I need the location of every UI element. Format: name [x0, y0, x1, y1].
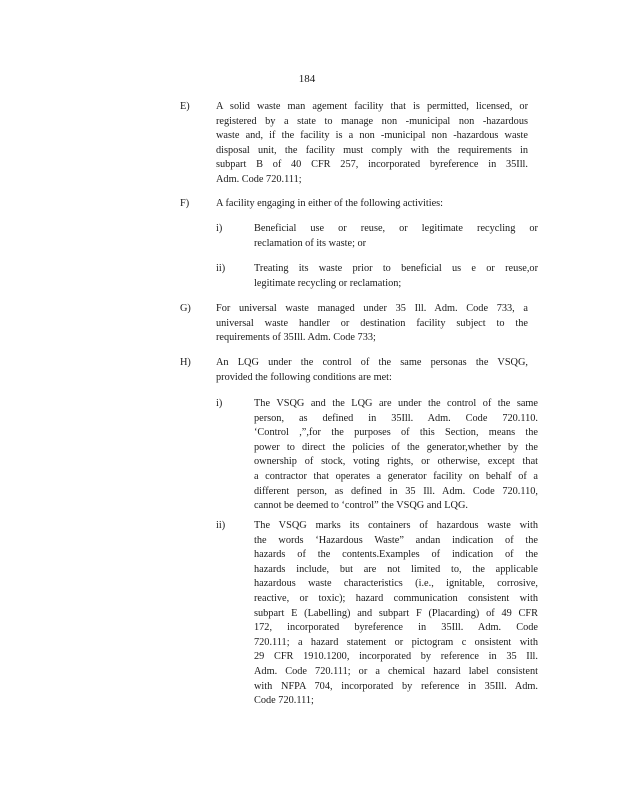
text-line: Code 720.111;	[254, 695, 314, 707]
text-line: Beneficial use or reuse, or legitimate recycling or	[254, 223, 538, 234]
text-line: universal waste handler or destination facility subject to the	[216, 317, 528, 329]
item-text	[216, 356, 528, 385]
item-label: G)	[180, 303, 191, 314]
item-label: E)	[180, 101, 190, 112]
text-line: 29 CFR 1910.1200, incorporated by reference in 35 Ill.	[254, 651, 538, 663]
item-text	[216, 197, 528, 212]
item-label: F)	[180, 198, 190, 209]
text-line: requirements of 35Ill. Adm. Code 733;	[216, 332, 376, 344]
text-line: The VSQG and the LQG are under the control of the same	[254, 398, 538, 409]
text-line: ownership of stock, voting rights, or otherwise, except that	[254, 456, 538, 468]
text-line: disposal unit, the facility must comply with the requirements in	[216, 144, 528, 156]
text-line: The VSQG marks its containers of hazardous waste with	[254, 520, 538, 531]
item-text	[216, 100, 528, 188]
item-label: i)	[216, 398, 223, 409]
text-line: waste and, if the facility is a non -municipal non -hazardous waste	[216, 130, 528, 142]
text-line: 172, incorporated byreference in 35Ill. Adm. Code	[254, 622, 538, 634]
text-line: with NFPA 704, incorporated by reference in 35Ill. Adm.	[254, 680, 538, 692]
text-line: provided the following conditions are met:	[216, 371, 392, 383]
text-line: hazards of the contents.Examples of indication of the	[254, 549, 538, 561]
item-label: ii)	[216, 520, 226, 531]
text-line: the words ‘Hazardous Waste” andan indication of the	[254, 534, 538, 546]
text-line: Adm. Code 720.111; or a chemical hazard label consistent	[254, 665, 538, 677]
item-label: ii)	[216, 263, 226, 274]
text-line: subpart B of 40 CFR 257, incorporated byreference in 35Ill.	[216, 159, 528, 171]
text-line: legitimate recycling or reclamation;	[254, 277, 402, 289]
text-line: An LQG under the control of the same personas the VSQG,	[216, 357, 528, 368]
text-line: reclamation of its waste; or	[254, 237, 367, 249]
text-line: For universal waste managed under 35 Ill. Adm. Code 733, a	[216, 303, 528, 314]
text-line: Treating its waste prior to beneficial us e or reuse,or	[254, 263, 538, 274]
text-line: reactive, or toxic); hazard communication consistent with	[254, 592, 538, 604]
text-line: ‘Control ,”,for the purposes of this Section, means the	[254, 427, 538, 439]
text-line: Adm. Code 720.111;	[216, 173, 302, 185]
item-text	[254, 262, 538, 291]
text-line: A facility engaging in either of the following activities:	[216, 198, 444, 209]
item-label: H)	[180, 357, 191, 368]
text-line: hazards include, but are not limited to, the applicable	[254, 563, 538, 575]
text-line: different person, as defined in 35 Ill. Adm. Code 720.110,	[254, 485, 538, 497]
item-text	[254, 519, 538, 709]
item-text	[216, 302, 528, 346]
text-line: cannot be deemed to ‘control” the VSQG and LQG.	[254, 500, 468, 512]
item-text	[254, 222, 538, 251]
text-line: A solid waste man agement facility that is permitted, licensed, or	[216, 101, 528, 112]
page-number: 184	[298, 73, 316, 85]
text-line: subpart E (Labelling) and subpart F (Placarding) of 49 CFR	[254, 607, 538, 619]
text-line: hazardous waste characteristics (i.e., ignitable, corrosive,	[254, 578, 538, 590]
text-line: power to direct the policies of the generator,whether by the	[254, 441, 538, 453]
text-line: registered by a state to manage non -municipal non -hazardous	[216, 115, 528, 127]
text-line: 720.111; a hazard statement or pictogram c onsistent with	[254, 636, 538, 648]
item-label: i)	[216, 223, 223, 234]
text-line: person, as defined in 35Ill. Adm. Code 720.110.	[254, 412, 538, 424]
item-text	[254, 397, 538, 514]
text-line: a contractor that operates a generator facility on behalf of a	[254, 470, 538, 482]
